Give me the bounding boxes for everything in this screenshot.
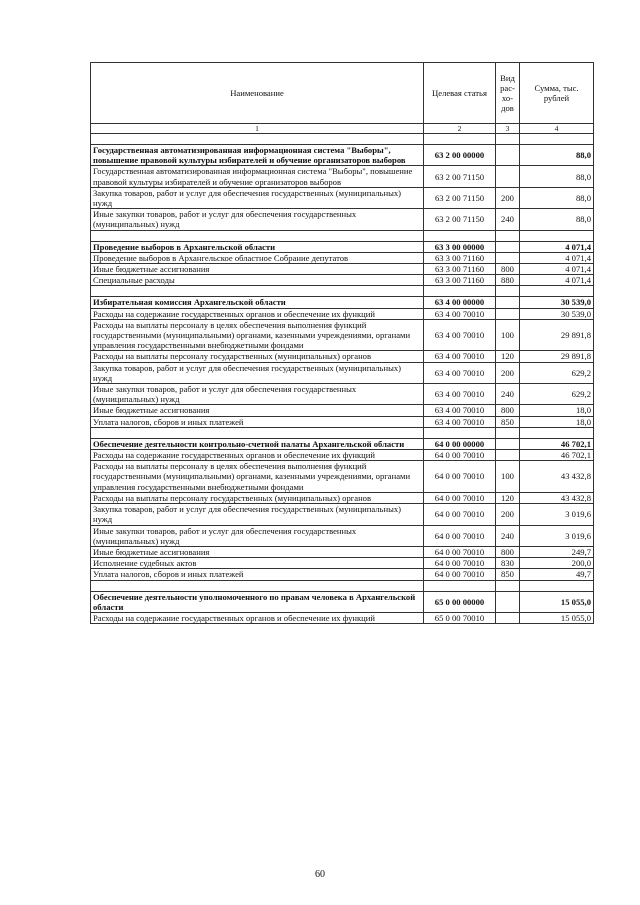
column-number: 4 bbox=[520, 124, 594, 134]
row-code: 63 4 00 70010 bbox=[424, 308, 496, 319]
row-name: Закупка товаров, работ и услуг для обеспечения государственных (муниципальных) нужд bbox=[91, 362, 424, 383]
row-type bbox=[496, 252, 520, 263]
row-sum: 30 539,0 bbox=[520, 297, 594, 308]
row-name: Исполнение судебных актов bbox=[91, 558, 424, 569]
table-row bbox=[91, 492, 594, 503]
row-sum: 49,7 bbox=[520, 569, 594, 580]
header-type: Вид рас-хо-дов bbox=[496, 63, 520, 124]
row-name: Расходы на содержание государственных органов и обеспечение их функций bbox=[91, 450, 424, 461]
budget-table bbox=[90, 62, 594, 624]
section-row bbox=[91, 591, 594, 612]
row-type bbox=[496, 145, 520, 166]
row-name: Проведение выборов в Архангельской области bbox=[91, 241, 424, 252]
row-code: 63 2 00 00000 bbox=[424, 145, 496, 166]
spacer-row bbox=[91, 427, 594, 438]
empty-cell bbox=[91, 134, 424, 145]
row-code: 64 0 00 70010 bbox=[424, 461, 496, 493]
row-name: Избирательная комиссия Архангельской области bbox=[91, 297, 424, 308]
table-row bbox=[91, 187, 594, 208]
row-sum: 88,0 bbox=[520, 145, 594, 166]
row-sum: 15 055,0 bbox=[520, 591, 594, 612]
row-name: Закупка товаров, работ и услуг для обеспечения государственных (муниципальных) нужд bbox=[91, 504, 424, 525]
row-code: 63 4 00 70010 bbox=[424, 351, 496, 362]
table-row bbox=[91, 525, 594, 546]
row-code: 65 0 00 70010 bbox=[424, 612, 496, 623]
row-name: Расходы на выплаты персоналу государственных (муниципальных) органов bbox=[91, 492, 424, 503]
table-row bbox=[91, 166, 594, 187]
row-sum: 88,0 bbox=[520, 209, 594, 230]
row-name: Государственная автоматизированная информационная система "Выборы", повышение правовой культуры избирателей и обучение организаторов выборов bbox=[91, 145, 424, 166]
row-sum: 629,2 bbox=[520, 362, 594, 383]
row-sum: 29 891,8 bbox=[520, 351, 594, 362]
table-row bbox=[91, 558, 594, 569]
table-row bbox=[91, 384, 594, 405]
empty-cell bbox=[520, 230, 594, 241]
row-code: 64 0 00 70010 bbox=[424, 558, 496, 569]
row-sum: 18,0 bbox=[520, 405, 594, 416]
empty-cell bbox=[496, 580, 520, 591]
row-name: Обеспечение деятельности уполномоченного по правам человека в Архангельской области bbox=[91, 591, 424, 612]
column-number-row bbox=[91, 124, 594, 134]
table-row bbox=[91, 362, 594, 383]
row-type: 120 bbox=[496, 492, 520, 503]
empty-cell bbox=[91, 580, 424, 591]
empty-cell bbox=[424, 427, 496, 438]
spacer-row bbox=[91, 134, 594, 145]
row-name: Расходы на выплаты персоналу в целях обеспечения выполнения функций государственными (муниципальными) органами, казенными учреждениями, органами управления государственными внебюджетными фондами bbox=[91, 461, 424, 493]
row-sum: 88,0 bbox=[520, 166, 594, 187]
row-type: 240 bbox=[496, 525, 520, 546]
row-sum: 4 071,4 bbox=[520, 264, 594, 275]
row-sum: 46 702,1 bbox=[520, 438, 594, 449]
row-code: 63 3 00 00000 bbox=[424, 241, 496, 252]
empty-cell bbox=[496, 427, 520, 438]
row-sum: 629,2 bbox=[520, 384, 594, 405]
row-code: 63 2 00 71150 bbox=[424, 187, 496, 208]
row-type: 850 bbox=[496, 569, 520, 580]
row-sum: 43 432,8 bbox=[520, 492, 594, 503]
row-code: 63 4 00 70010 bbox=[424, 319, 496, 351]
row-name: Государственная автоматизированная информационная система "Выборы", повышение правовой культуры избирателей и обучение организаторов выборов bbox=[91, 166, 424, 187]
empty-cell bbox=[91, 286, 424, 297]
row-name: Иные бюджетные ассигнования bbox=[91, 264, 424, 275]
row-type bbox=[496, 241, 520, 252]
row-name: Закупка товаров, работ и услуг для обеспечения государственных (муниципальных) нужд bbox=[91, 187, 424, 208]
row-name: Обеспечение деятельности контрольно-счетной палаты Архангельской области bbox=[91, 438, 424, 449]
row-type: 880 bbox=[496, 275, 520, 286]
column-number: 2 bbox=[424, 124, 496, 134]
row-type bbox=[496, 591, 520, 612]
row-code: 63 4 00 70010 bbox=[424, 362, 496, 383]
table-row bbox=[91, 351, 594, 362]
row-code: 63 3 00 71160 bbox=[424, 264, 496, 275]
empty-cell bbox=[496, 134, 520, 145]
section-row bbox=[91, 438, 594, 449]
row-type: 200 bbox=[496, 362, 520, 383]
row-code: 63 4 00 70010 bbox=[424, 384, 496, 405]
row-name: Иные закупки товаров, работ и услуг для обеспечения государственных (муниципальных) нужд bbox=[91, 384, 424, 405]
empty-cell bbox=[91, 427, 424, 438]
row-sum: 18,0 bbox=[520, 416, 594, 427]
table-row bbox=[91, 319, 594, 351]
table-row bbox=[91, 252, 594, 263]
row-code: 64 0 00 70010 bbox=[424, 450, 496, 461]
row-sum: 43 432,8 bbox=[520, 461, 594, 493]
row-type: 200 bbox=[496, 187, 520, 208]
row-name: Расходы на содержание государственных органов и обеспечение их функций bbox=[91, 612, 424, 623]
row-code: 63 4 00 70010 bbox=[424, 416, 496, 427]
row-sum: 200,0 bbox=[520, 558, 594, 569]
table-row bbox=[91, 209, 594, 230]
row-type: 850 bbox=[496, 416, 520, 427]
column-number: 1 bbox=[91, 124, 424, 134]
table-header-row bbox=[91, 63, 594, 124]
empty-cell bbox=[520, 580, 594, 591]
spacer-row bbox=[91, 286, 594, 297]
table-row bbox=[91, 308, 594, 319]
row-sum: 249,7 bbox=[520, 546, 594, 557]
row-type: 100 bbox=[496, 461, 520, 493]
row-sum: 30 539,0 bbox=[520, 308, 594, 319]
section-row bbox=[91, 297, 594, 308]
empty-cell bbox=[520, 286, 594, 297]
row-code: 63 3 00 71160 bbox=[424, 252, 496, 263]
row-name: Уплата налогов, сборов и иных платежей bbox=[91, 569, 424, 580]
page-number: 60 bbox=[315, 869, 325, 880]
section-row bbox=[91, 241, 594, 252]
header-name: Наименование bbox=[91, 63, 424, 124]
spacer-row bbox=[91, 230, 594, 241]
row-code: 64 0 00 70010 bbox=[424, 492, 496, 503]
row-name: Специальные расходы bbox=[91, 275, 424, 286]
row-type: 800 bbox=[496, 405, 520, 416]
row-type: 800 bbox=[496, 546, 520, 557]
row-code: 63 4 00 00000 bbox=[424, 297, 496, 308]
row-code: 64 0 00 70010 bbox=[424, 546, 496, 557]
row-sum: 3 019,6 bbox=[520, 504, 594, 525]
row-sum: 46 702,1 bbox=[520, 450, 594, 461]
table-row bbox=[91, 405, 594, 416]
row-type: 120 bbox=[496, 351, 520, 362]
empty-cell bbox=[520, 134, 594, 145]
row-sum: 4 071,4 bbox=[520, 252, 594, 263]
table-row bbox=[91, 569, 594, 580]
empty-cell bbox=[424, 580, 496, 591]
row-name: Иные закупки товаров, работ и услуг для обеспечения государственных (муниципальных) нужд bbox=[91, 525, 424, 546]
row-name: Иные закупки товаров, работ и услуг для обеспечения государственных (муниципальных) нужд bbox=[91, 209, 424, 230]
row-name: Проведение выборов в Архангельское областное Собрание депутатов bbox=[91, 252, 424, 263]
row-code: 65 0 00 00000 bbox=[424, 591, 496, 612]
table-row bbox=[91, 546, 594, 557]
row-type bbox=[496, 166, 520, 187]
empty-cell bbox=[91, 230, 424, 241]
row-type bbox=[496, 308, 520, 319]
row-name: Уплата налогов, сборов и иных платежей bbox=[91, 416, 424, 427]
empty-cell bbox=[520, 427, 594, 438]
row-name: Расходы на выплаты персоналу государственных (муниципальных) органов bbox=[91, 351, 424, 362]
spacer-row bbox=[91, 580, 594, 591]
row-type: 200 bbox=[496, 504, 520, 525]
row-type: 800 bbox=[496, 264, 520, 275]
table-row bbox=[91, 264, 594, 275]
row-name: Расходы на содержание государственных органов и обеспечение их функций bbox=[91, 308, 424, 319]
row-code: 64 0 00 00000 bbox=[424, 438, 496, 449]
row-name: Иные бюджетные ассигнования bbox=[91, 546, 424, 557]
row-type: 100 bbox=[496, 319, 520, 351]
row-name: Иные бюджетные ассигнования bbox=[91, 405, 424, 416]
row-code: 64 0 00 70010 bbox=[424, 569, 496, 580]
row-type: 240 bbox=[496, 209, 520, 230]
row-type bbox=[496, 297, 520, 308]
row-type: 830 bbox=[496, 558, 520, 569]
header-code: Целевая статья bbox=[424, 63, 496, 124]
table-row bbox=[91, 416, 594, 427]
row-sum: 3 019,6 bbox=[520, 525, 594, 546]
row-code: 64 0 00 70010 bbox=[424, 525, 496, 546]
row-type bbox=[496, 438, 520, 449]
section-row bbox=[91, 145, 594, 166]
table-row bbox=[91, 450, 594, 461]
row-sum: 4 071,4 bbox=[520, 241, 594, 252]
row-code: 63 2 00 71150 bbox=[424, 209, 496, 230]
empty-cell bbox=[424, 230, 496, 241]
header-sum: Сумма, тыс. рублей bbox=[520, 63, 594, 124]
empty-cell bbox=[424, 134, 496, 145]
row-sum: 15 055,0 bbox=[520, 612, 594, 623]
row-sum: 29 891,8 bbox=[520, 319, 594, 351]
row-code: 64 0 00 70010 bbox=[424, 504, 496, 525]
row-sum: 88,0 bbox=[520, 187, 594, 208]
row-code: 63 2 00 71150 bbox=[424, 166, 496, 187]
row-name: Расходы на выплаты персоналу в целях обеспечения выполнения функций государственными (муниципальными) органами, казенными учреждениями, органами управления государственными внебюджетными фондами bbox=[91, 319, 424, 351]
row-type: 240 bbox=[496, 384, 520, 405]
column-number: 3 bbox=[496, 124, 520, 134]
table-row bbox=[91, 504, 594, 525]
row-code: 63 4 00 70010 bbox=[424, 405, 496, 416]
table-row bbox=[91, 461, 594, 493]
table-row bbox=[91, 275, 594, 286]
row-code: 63 3 00 71160 bbox=[424, 275, 496, 286]
row-type bbox=[496, 612, 520, 623]
empty-cell bbox=[496, 286, 520, 297]
empty-cell bbox=[424, 286, 496, 297]
row-type bbox=[496, 450, 520, 461]
row-sum: 4 071,4 bbox=[520, 275, 594, 286]
empty-cell bbox=[496, 230, 520, 241]
table-row bbox=[91, 612, 594, 623]
